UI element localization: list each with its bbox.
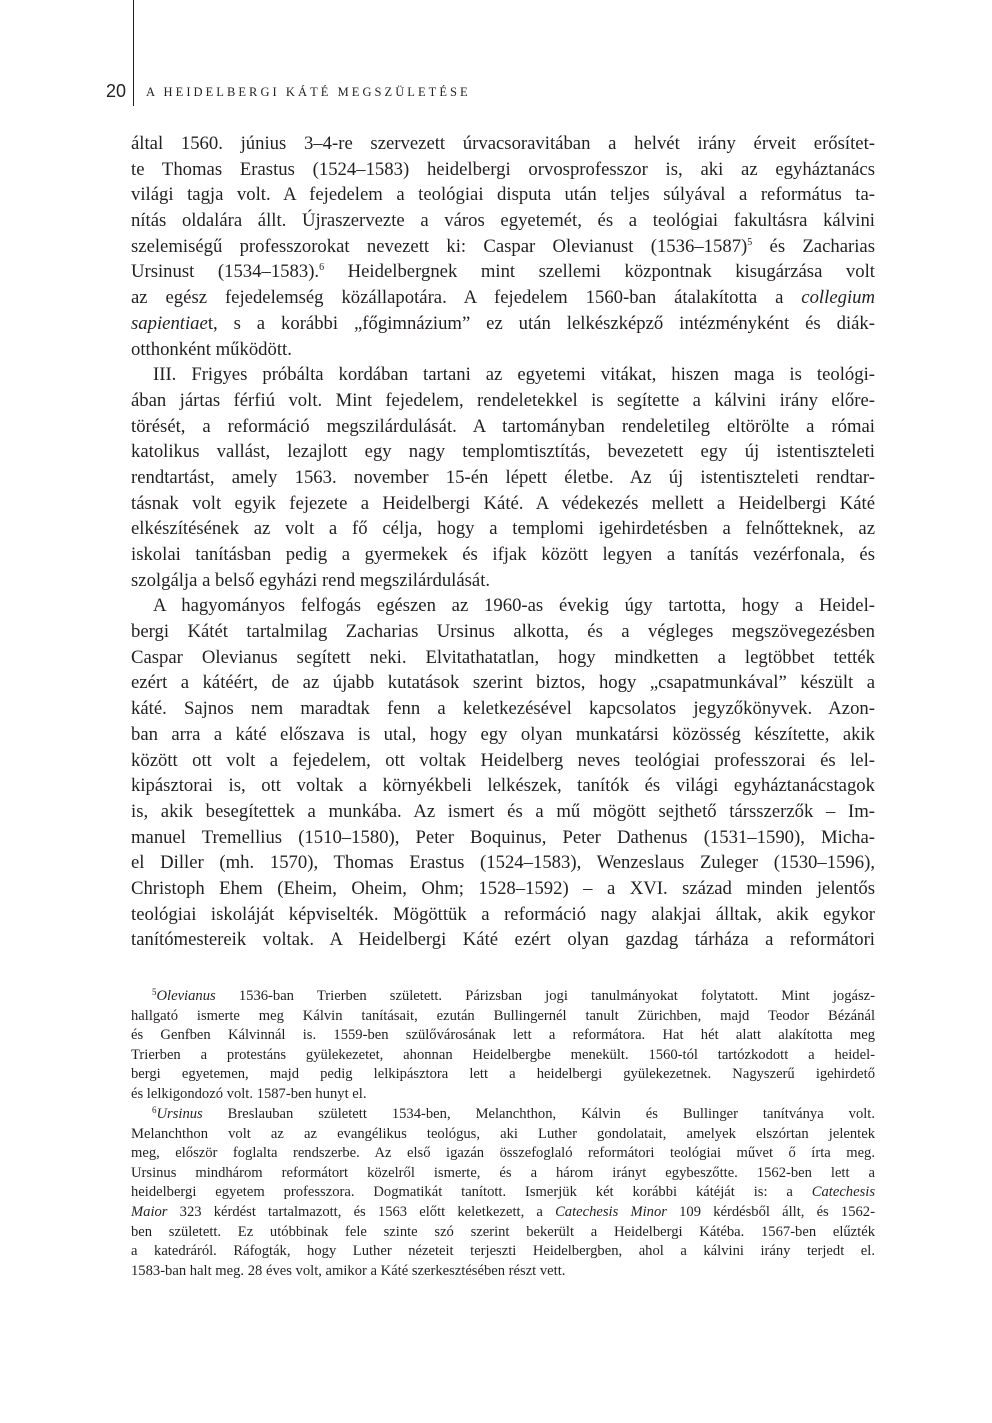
footnote-line: bergi egyetemen, majd pedig lelkipásztora lett a heidelbergi gyülekezetnek. Nagyszerű igehirdető bbox=[131, 1066, 875, 1083]
footnote-line: 1583-ban halt meg. 28 éves volt, amikor a Káté szerkesztésében részt vett. bbox=[131, 1262, 566, 1279]
text-line: ában jártas férfiú volt. Mint fejedelem, rendeletekkel is segítette a kálvini irány előre- bbox=[131, 389, 875, 411]
text-line: által 1560. június 3–4-re szervezett úrvacsoravitában a helvét irány érveit erősítet- bbox=[131, 133, 875, 154]
text-line: teológiai iskoláját képviselték. Mögöttük a reformáció nagy alakjai álltak, akik egykor bbox=[131, 903, 875, 925]
footnote-line: heidelbergi egyetem professzora. Dogmatikát tanított. Ismerjük két korábbi kátéját is: a Catechesis bbox=[131, 1184, 875, 1201]
text-line: el Diller (mh. 1570), Thomas Erastus (1524–1583), Wenzeslaus Zuleger (1530–1596), bbox=[131, 852, 875, 874]
text-line: A hagyományos felfogás egészen az 1960-as évekig úgy tartotta, hogy a Heidel- bbox=[153, 595, 875, 617]
text-line: Caspar Olevianus segített neki. Elvitathatatlan, hogy mindketten a legtöbbet tették bbox=[131, 646, 875, 668]
footnote-line: meg, először foglalta rendszerbe. Az első igazán összefoglaló reformátori teológiai művet ő írta meg. bbox=[131, 1145, 875, 1162]
text-line: sapientiaet, s a korábbi „főgimnázium” ez után lelkészképző intézményként és diák- bbox=[131, 312, 875, 334]
footnote-line: hallgató ismerte meg Kálvin tanításait, ezután Bullingernél tanult Zürichben, majd Teodor Bézánál bbox=[131, 1007, 875, 1024]
text-line: III. Frigyes próbálta kordában tartani az egyetemi vitákat, hiszen maga is teológi- bbox=[153, 364, 875, 386]
text-line: között ott volt a fejedelem, ott voltak Heidelberg neves teológiai professzorai és lel- bbox=[131, 749, 875, 771]
page-number: 20 bbox=[105, 81, 126, 101]
footnote-5 bbox=[131, 987, 875, 1105]
footnote-line: Maior 323 kérdést tartalmazott, és 1563 előtt keletkezett, a Catechesis Minor 109 kérdésből állt, és 1562- bbox=[131, 1203, 875, 1220]
footnote-line: Trierben a protestáns gyülekezetet, ahonnan Heidelbergbe menekült. 1560-tól tartózkodott a heidel- bbox=[131, 1046, 875, 1063]
text-line: iskolai tanításban pedig a gyermekek és ifjak között legyen a tanítás vezérfonala, és bbox=[131, 544, 875, 565]
text-line: Christoph Ehem (Eheim, Oheim, Ohm; 1528–1592) – a XVI. század minden jelentős bbox=[131, 877, 875, 899]
text-line: te Thomas Erastus (1524–1583) heidelbergi orvosprofesszor is, aki az egyháztanács bbox=[131, 158, 875, 180]
text-line: világi tagja volt. A fejedelem a teológiai disputa után teljes súlyával a református ta- bbox=[131, 184, 875, 206]
text-line: tanítómestereik voltak. A Heidelbergi Káté ezért olyan gazdag tárháza a reformátori bbox=[131, 929, 875, 951]
text-line: elkészítésének az volt a fő célja, hogy a templomi igehirdetésben a felnőtteknek, az bbox=[131, 518, 875, 540]
footnote-line: Ursinus mindhárom reformátort közelről ismerte, és a három irányt egybeszőtte. 1562-ben lett a bbox=[131, 1164, 875, 1181]
text-line: is, akik besegítettek a munkába. Az ismert és a mű mögött sejthető társszerzők – Im- bbox=[131, 800, 875, 822]
footnote-ref-6: 6 bbox=[319, 262, 325, 274]
text-line: ezért a kátéért, de az újabb kutatások szerint biztos, hogy „csapatmunkával” készült a bbox=[131, 672, 875, 694]
text-line: tásnak volt egyik fejezete a Heidelbergi Káté. A védekezés mellett a Heidelbergi Káté bbox=[131, 492, 875, 514]
footnote-line: és lelkigondozó volt. 1587-ben hunyt el. bbox=[131, 1085, 367, 1102]
footnote-line: ben született. Ez utóbbinak fele szinte szó szerint bekerült a Heidelbergi Kátéba. 1567-ben elűzték bbox=[131, 1223, 875, 1240]
footnote-ref-5: 5 bbox=[747, 236, 753, 248]
text-line: nítás oldalára állt. Újraszervezte a város egyetemét, és a teológiai fakultásra kálvini bbox=[131, 210, 875, 232]
text-line: szelemiségű professzorokat nevezett ki: Caspar Olevianust (1536–1587)$^5$ és Zacharias bbox=[131, 235, 875, 257]
text-line: kipásztorai is, ott voltak a környékbeli lelkészek, tanítók és világi egyháztanácstagok bbox=[131, 775, 875, 797]
footnote-line: és Genfben Kálvinnál is. 1559-ben szülővárosának lett a reformátora. Hat hét alatt alakította meg bbox=[131, 1027, 875, 1044]
text-line: ban arra a káté előszava is utal, hogy egy olyan munkatársi közösség készítette, akik bbox=[131, 723, 875, 745]
text-line: Ursinust (1534–1583).$^6$ Heidelbergnek mint szellemi központnak kisugárzása volt bbox=[131, 261, 875, 283]
footnote-mark: 5 bbox=[152, 987, 157, 997]
body-text bbox=[131, 131, 875, 953]
text-line: az egész fejedelemség közállapotára. A fejedelem 1560-ban átalakította a collegium bbox=[131, 287, 875, 309]
text-line: katolikus vallást, lezajlott egy nagy templomtisztítás, bevezetett egy új istentiszteleti bbox=[131, 441, 875, 463]
text-line: káté. Sajnos nem maradtak fenn a keletkezésével kapcsolatos jegyzőkönyvek. Azon- bbox=[131, 698, 875, 720]
text-line: szolgálja a belső egyházi rend megszilárdulását. bbox=[131, 569, 491, 591]
footnote-mark: 6 bbox=[152, 1105, 157, 1115]
text-line: otthonként működött. bbox=[131, 338, 292, 360]
footnote-6 bbox=[131, 1105, 875, 1281]
footnote-line: a katedráról. Ráfogták, hogy Luther nézeteit terjeszti Heidelbergben, ahol a kálvini irány terjedt el. bbox=[131, 1243, 875, 1260]
footnote-line: $^6$Ursinus Breslauban született 1534-ben, Melanchthon, Kálvin és Bullinger tanítványa volt. bbox=[152, 1105, 875, 1122]
footnote-line: Melanchthon volt az az evangélikus teológus, aki Luther gondolatait, amelyek elszórtan jelentek bbox=[131, 1125, 875, 1142]
text-line: törését, a reformáció megszilárdulását. A tartományban rendeletileg eltörölte a római bbox=[131, 415, 875, 437]
header-rule bbox=[133, 0, 134, 106]
running-head: A HEIDELBERGI KÁTÉ MEGSZÜLETÉSE bbox=[146, 85, 471, 99]
text-line: bergi Kátét tartalmilag Zacharias Ursinus alkotta, és a végleges megszövegezésben bbox=[131, 621, 875, 643]
text-line: manuel Tremellius (1510–1580), Peter Boquinus, Peter Dathenus (1531–1590), Micha- bbox=[131, 826, 875, 848]
footnote-line: $^5$Olevianus 1536-ban Trierben született. Párizsban jogi tanulmányokat folytatott. Mint jogász- bbox=[152, 987, 875, 1004]
text-line: rendtartást, amely 1563. november 15-én lépett életbe. Az új istentiszteleti rendtar- bbox=[131, 466, 875, 488]
